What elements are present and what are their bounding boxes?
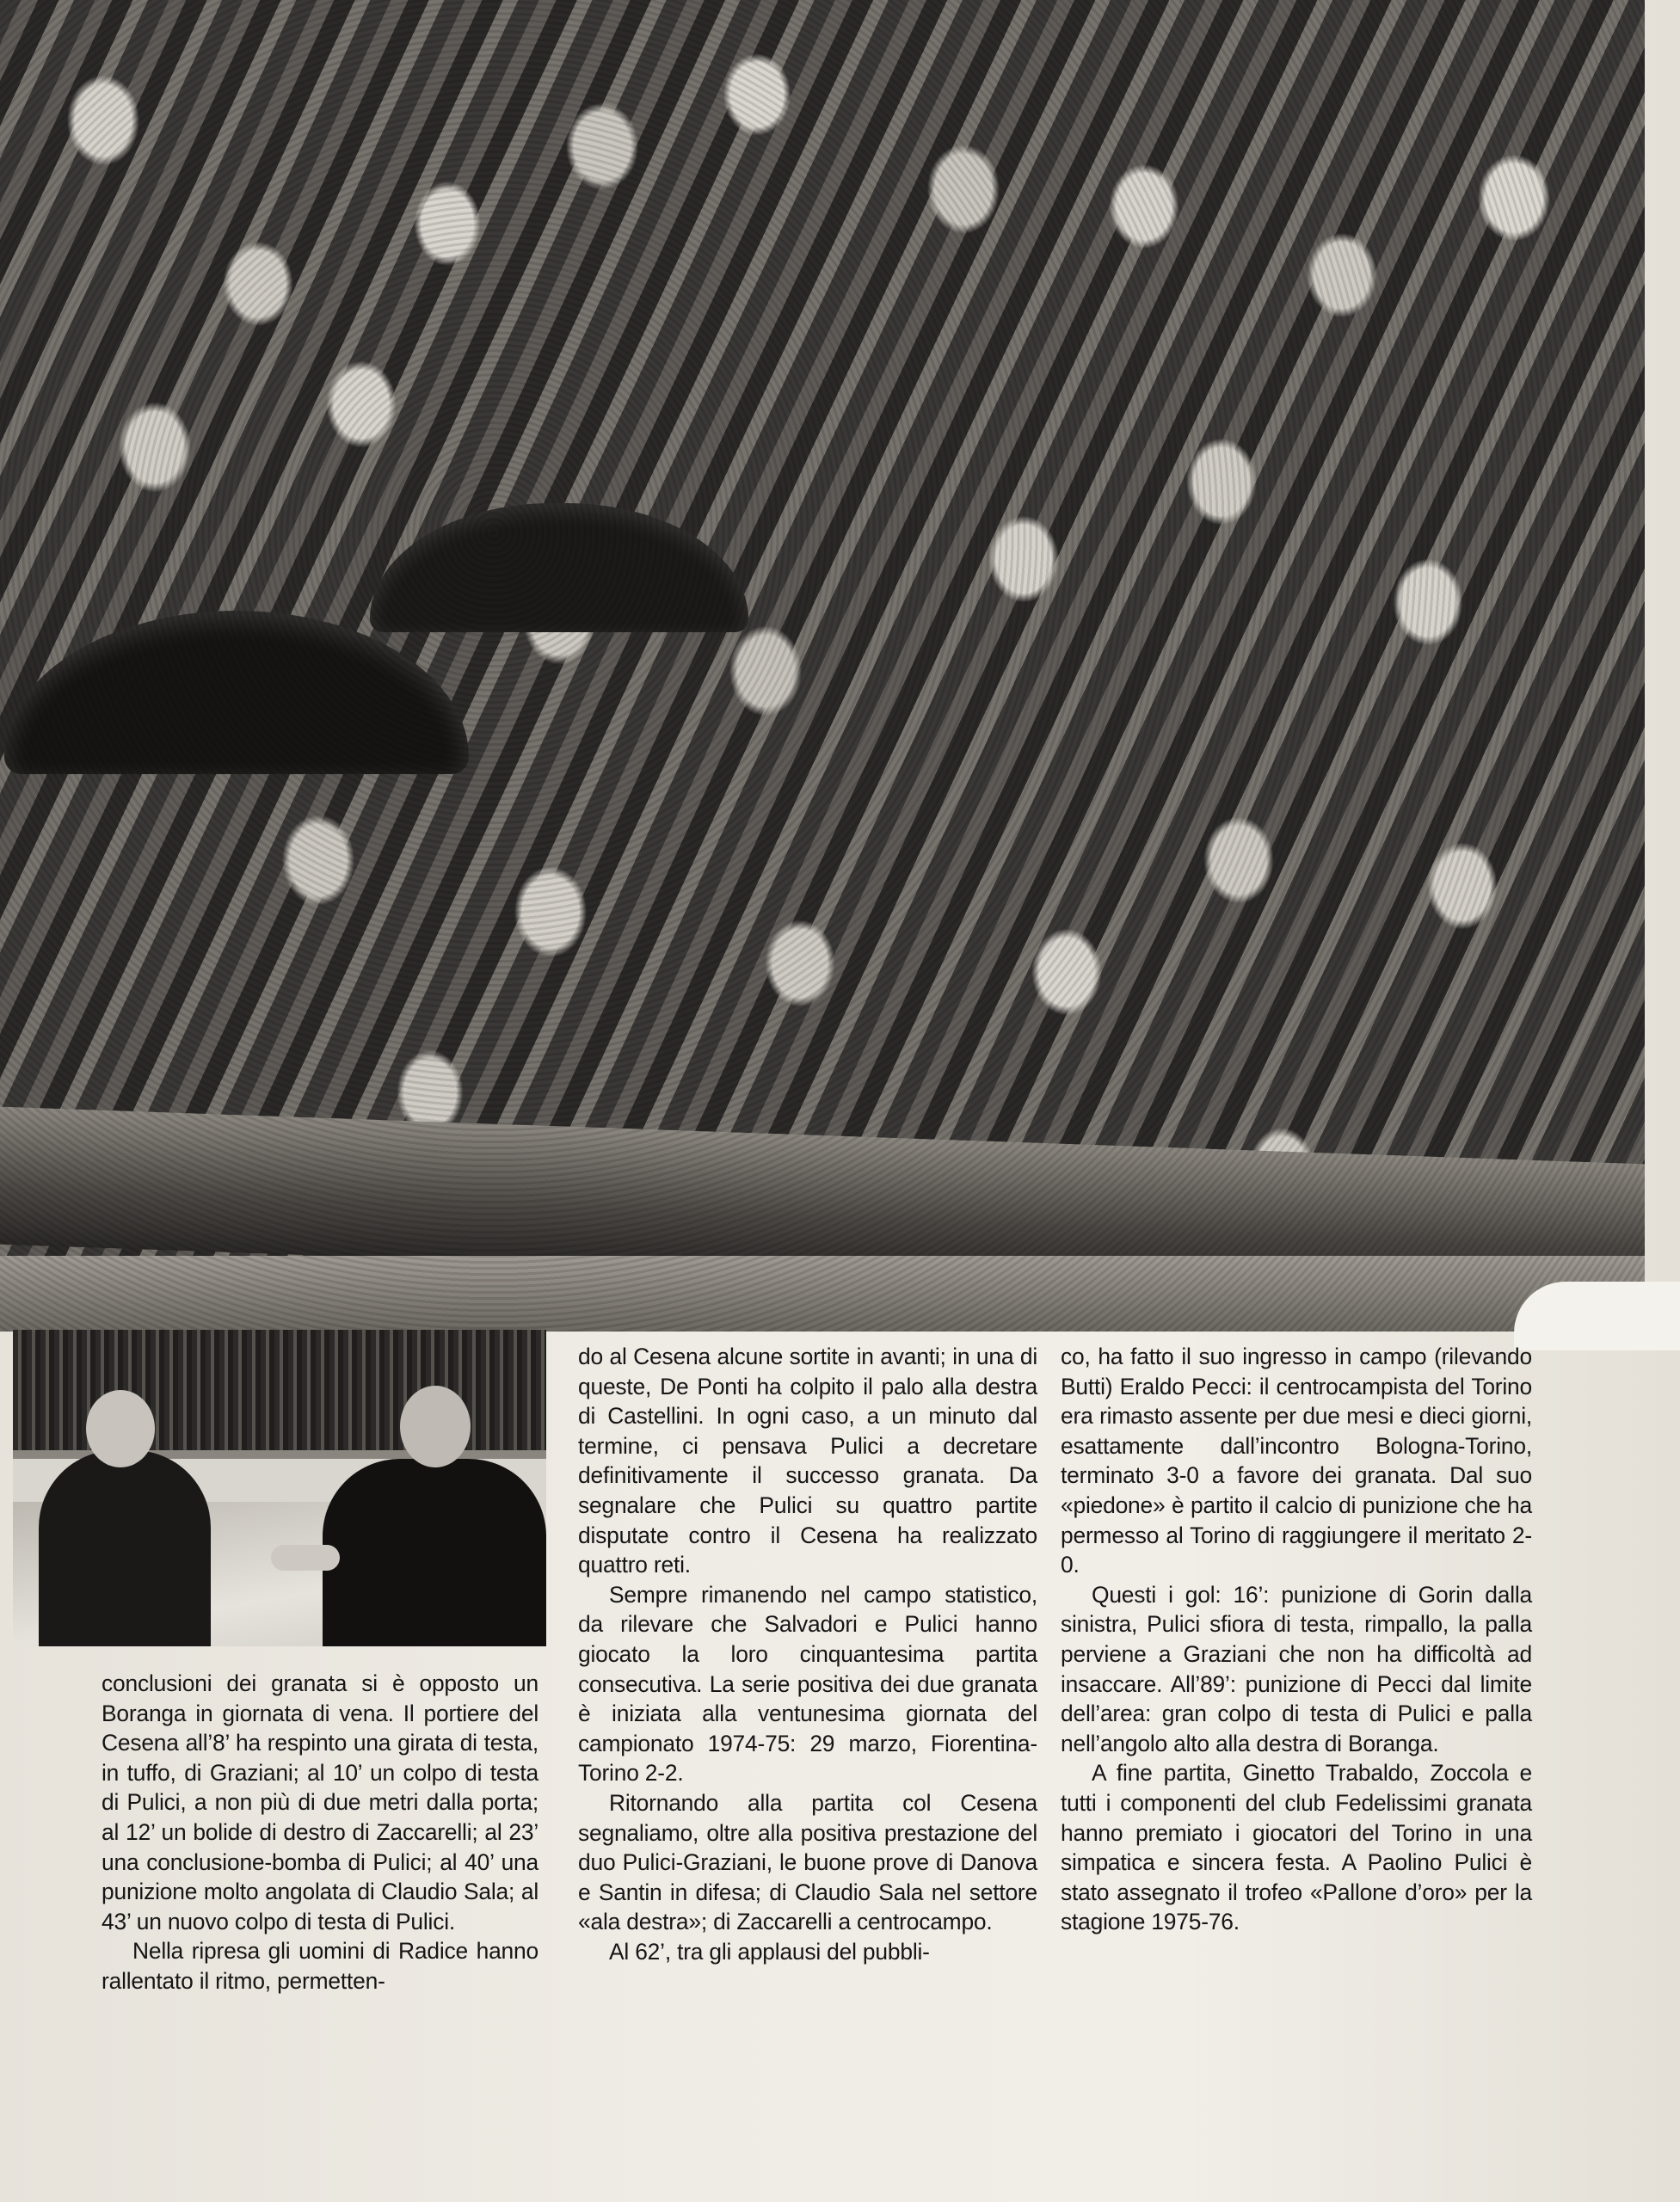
paragraph: Nella ripresa gli uomini di Radice hanno rallentato il ritmo, permetten- [102,1938,538,1994]
paragraph: conclusioni dei granata si è opposto un Boranga in giornata di vena. Il portiere del Cesena all’8’ ha respinto una girata di testa, in tuffo, di Graziani; al 10’ un colpo di testa di Pulici, a non più di due metri dalla porta; al 12’ un bolide di destro di Zaccarelli; al 23’ una conclusione-bomba di Pulici; al 40’ una punizione molto angolata di Claudio Sala; al 43’ un nuovo colpo di testa di Pulici. [102,1670,538,1934]
paragraph: Questi i gol: 16’: punizione di Gorin dalla sinistra, Pulici sfiora di testa, rimpallo, la palla perviene a Graziani che non ha difficoltà ad insaccare. All’89’: punizione di Pecci dal limite dell’area: gran colpo di testa di Pulici e palla nell’angolo alto alla destra di Boranga. [1061,1581,1532,1756]
person-right [323,1459,546,1646]
stadium-railing [0,1107,1645,1302]
handshake-photo [13,1330,546,1646]
paragraph: Sempre rimanendo nel campo statistico, da rilevare che Salvadori e Pulici hanno giocato la loro cinquantesima partita consecutiva. La serie positiva dei due granata è iniziata alla ventunesima giornata del campionato 1974-75: 29 marzo, Fiorentina-Torino 2-2. [578,1581,1037,1787]
umbrella [370,503,748,632]
paragraph: Ritornando alla partita col Cesena segnaliamo, oltre alla positiva prestazione del duo Pulici-Graziani, le buone prove di Danova e Santin in difesa; di Claudio Sala nel settore «ala destra»; di Zaccarelli a centrocampo. [578,1789,1037,1935]
paragraph: Al 62’, tra gli applausi del pubbli- [609,1938,930,1965]
umbrella [4,611,469,774]
article-column-1 [102,1669,538,1996]
paragraph: co, ha fatto il suo ingresso in campo (rilevando Butti) Eraldo Pecci: il centrocampista del Torino era rimasto assente per due mesi e dieci giorni, esattamente dall’incontro Bologna-Torino, terminato 3-0 a favore dei granata. Dal suo «piedone» è partito il calcio di punizione che ha permesso al Torino di raggiungere il meritato 2-0. [1061,1344,1532,1578]
article-column-3 [1061,1342,1532,1937]
person-left-head [86,1390,155,1467]
handshake [271,1545,340,1571]
page-curl [1514,1282,1680,1350]
paragraph: do al Cesena alcune sortite in avanti; in una di queste, De Ponti ha colpito il palo alla destra di Castellini. In ogni caso, a un minuto dal termine, ci pensava Pulici a decretare definitivamente il successo granata. Da segnalare che Pulici su quattro partite disputate contro il Cesena ha realizzato quattro reti. [578,1344,1037,1578]
person-right-head [400,1386,471,1467]
person-left [39,1450,211,1646]
stadium-wall [0,1256,1645,1332]
article-column-2 [578,1342,1037,1966]
paragraph: A fine partita, Ginetto Trabaldo, Zoccola e tutti i componenti del club Fedelissimi granata hanno premiato i giocatori del Torino in una simpatica e sincera festa. A Paolino Pulici è stato assegnato il trofeo «Pallone d’oro» per la stagione 1975-76. [1061,1760,1532,1935]
